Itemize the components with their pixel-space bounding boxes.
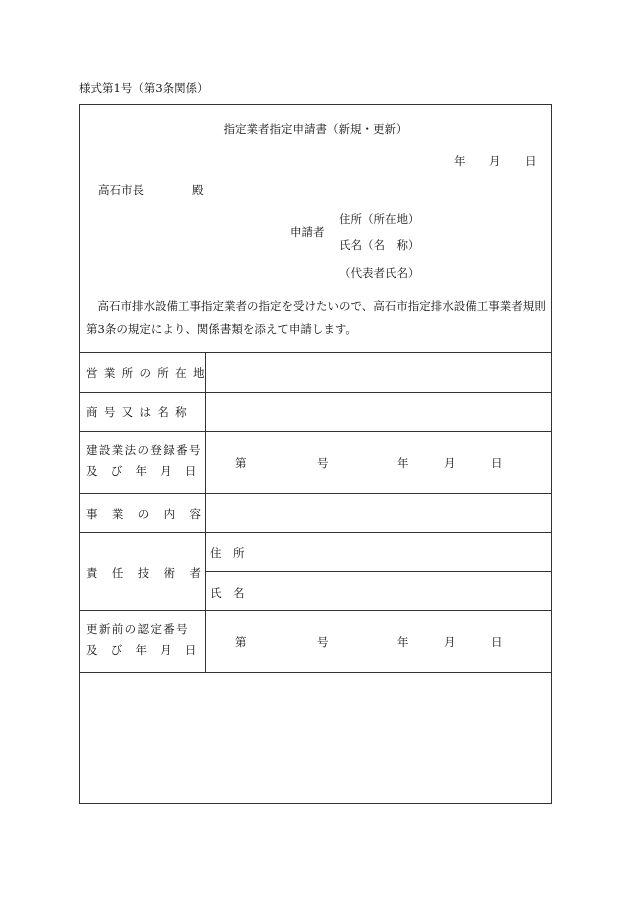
business-content-label: 事業の内容: [86, 507, 216, 521]
table-row-divider: [80, 431, 551, 432]
registration-day-label: 日: [491, 456, 503, 470]
table-row-divider: [80, 493, 551, 494]
table-row-divider: [80, 610, 551, 611]
form-title: 指定業者指定申請書（新規・更新）: [223, 122, 408, 136]
date-month-label: 月: [489, 154, 501, 168]
registration-no-suffix: 号: [317, 456, 329, 470]
date-day-label: 日: [525, 154, 537, 168]
previous-month-label: 月: [444, 635, 456, 649]
application-form: [79, 104, 552, 804]
trade-name-label: 商号又は名称: [86, 405, 193, 419]
remarks-area: [80, 673, 551, 803]
engineer-address-label: 住 所: [210, 546, 245, 560]
previous-no-prefix: 第: [235, 635, 247, 649]
previous-day-label: 日: [491, 635, 503, 649]
table-top-border: [80, 352, 551, 353]
form-number: 様式第1号（第3条関係）: [79, 81, 209, 95]
applicant-name-label: 氏名（名 称）: [339, 238, 420, 252]
applicant-representative-label: （代表者氏名）: [339, 266, 420, 280]
registration-label-line1: 建設業法の登録番号: [86, 443, 202, 457]
previous-label-line2: 及び年月日: [86, 643, 210, 657]
date-year-label: 年: [454, 154, 466, 168]
application-statement: 高石市排水設備工事指定業者の指定を受けたいので、高石市指定排水設備工事業者規則第3条の規定により、関係書類を添えて申請します。: [86, 299, 546, 336]
registration-label-line2: 及び年月日: [86, 464, 210, 478]
engineer-subrow-divider: [205, 571, 551, 572]
addressee-honorific: 殿: [192, 183, 204, 197]
engineer-label: 責任技術者: [86, 566, 216, 580]
applicant-address-label: 住所（所在地）: [339, 212, 420, 226]
registration-year-label: 年: [397, 456, 409, 470]
registration-no-prefix: 第: [235, 456, 247, 470]
previous-year-label: 年: [397, 635, 409, 649]
office-location-label: 営業所の所在地: [86, 366, 211, 380]
previous-no-suffix: 号: [317, 635, 329, 649]
engineer-name-label: 氏 名: [210, 586, 245, 600]
addressee-city-mayor: 高石市長: [98, 183, 144, 197]
applicant-label: 申請者: [290, 225, 325, 239]
table-row-divider: [80, 392, 551, 393]
table-row-divider: [80, 532, 551, 533]
previous-label-line1: 更新前の認定番号: [86, 622, 190, 636]
registration-month-label: 月: [444, 456, 456, 470]
